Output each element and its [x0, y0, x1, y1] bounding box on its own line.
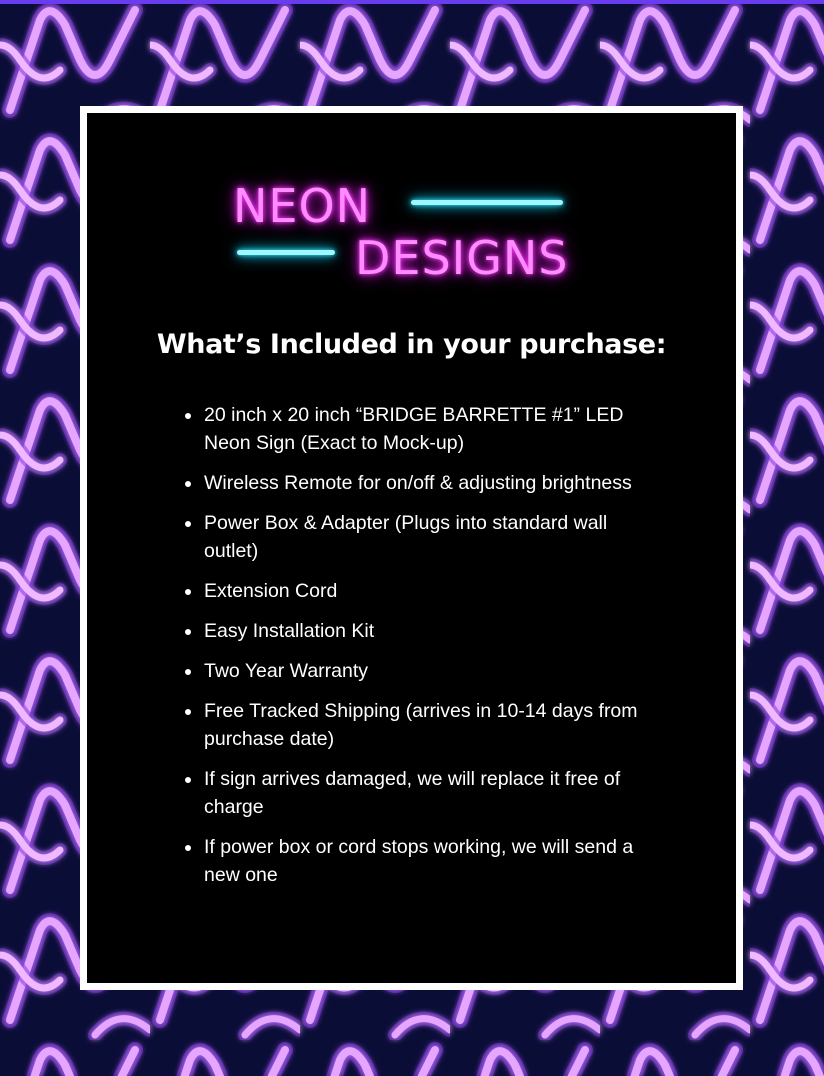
- list-item: [185, 509, 655, 565]
- logo-word-designs: DESIGNS: [355, 231, 569, 285]
- bullet-icon: [185, 589, 191, 595]
- list-item: [185, 657, 655, 685]
- bullet-icon: [185, 669, 191, 675]
- logo-neon-line-bottom: [237, 250, 335, 255]
- list-item-text: Wireless Remote for on/off & adjusting brightness: [204, 472, 632, 494]
- list-item-text: 20 inch x 20 inch “BRIDGE BARRETTE #1” LED Neon Sign (Exact to Mock-up): [204, 404, 624, 454]
- bullet-icon: [185, 481, 191, 487]
- content-panel: [80, 106, 743, 990]
- list-item-text: If sign arrives damaged, we will replace it free of charge: [204, 768, 621, 818]
- list-item: [185, 833, 655, 889]
- logo-word-neon: NEON: [233, 179, 372, 233]
- list-item: [185, 765, 655, 821]
- list-item-text: Easy Installation Kit: [204, 620, 375, 642]
- top-accent-line: [0, 0, 824, 4]
- list-item: [185, 469, 655, 497]
- bullet-icon: [185, 709, 191, 715]
- list-item-text: If power box or cord stops working, we will send a new one: [204, 836, 634, 886]
- bullet-icon: [185, 521, 191, 527]
- section-heading: What’s Included in your purchase:: [156, 329, 667, 360]
- list-item-text: Two Year Warranty: [204, 660, 369, 682]
- bullet-icon: [185, 629, 191, 635]
- list-item: [185, 697, 655, 753]
- list-item: [185, 617, 655, 645]
- bullet-icon: [185, 845, 191, 851]
- list-item-text: Power Box & Adapter (Plugs into standard wall outlet): [204, 512, 608, 562]
- list-item: [185, 577, 655, 605]
- included-items-list: [185, 401, 655, 901]
- logo-neon-line-top: [411, 200, 563, 205]
- list-item-text: Free Tracked Shipping (arrives in 10-14 days from purchase date): [204, 700, 638, 750]
- bullet-icon: [185, 413, 191, 419]
- bullet-icon: [185, 777, 191, 783]
- list-item-text: Extension Cord: [204, 580, 338, 602]
- list-item: [185, 401, 655, 457]
